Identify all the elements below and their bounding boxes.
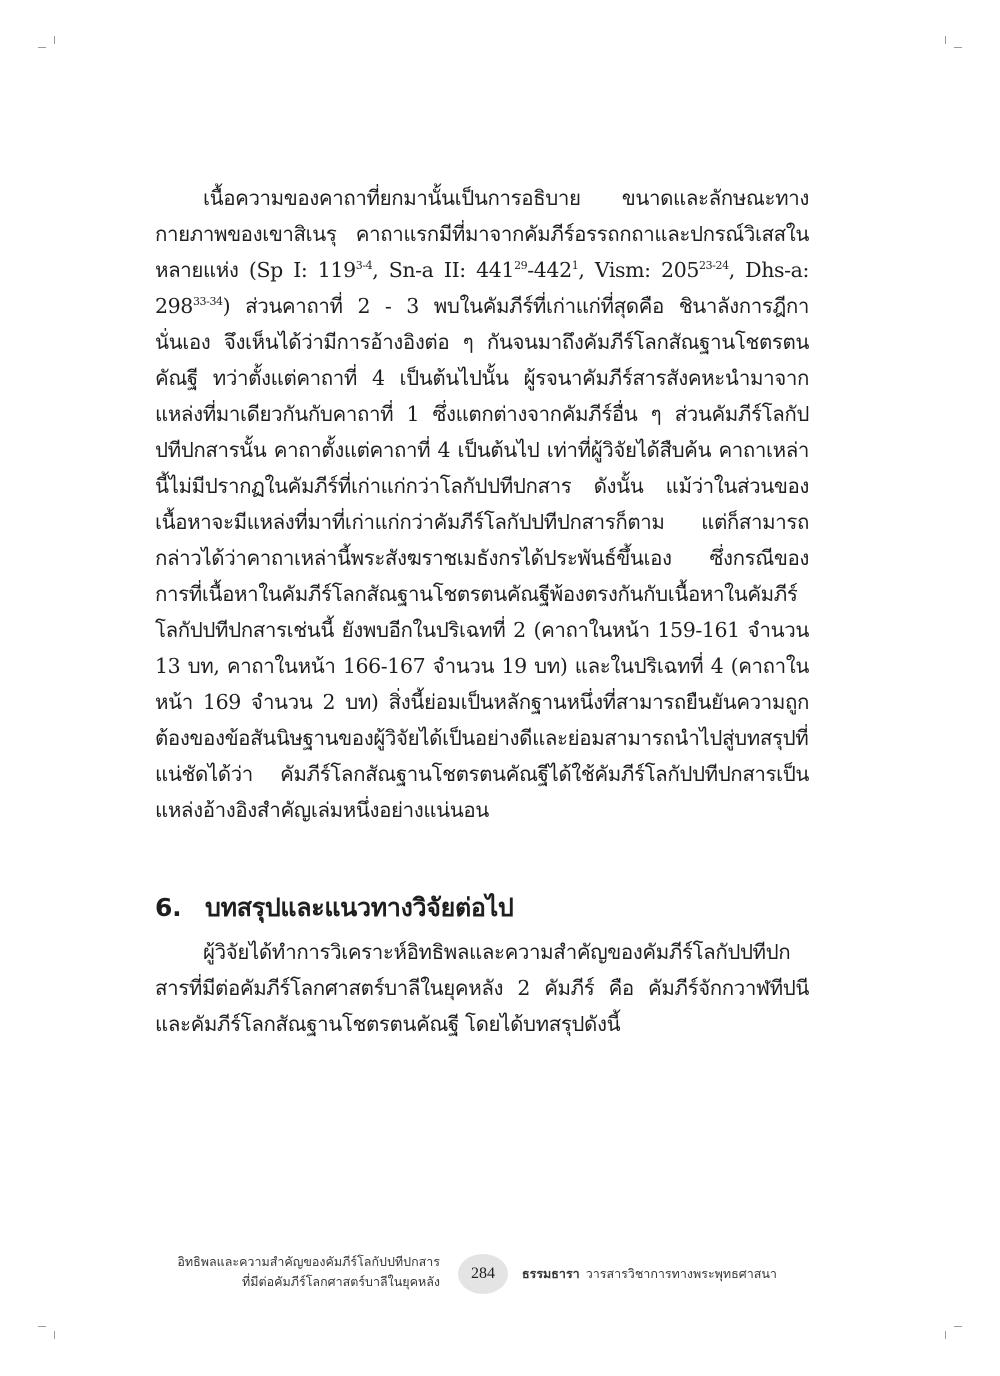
footer-article-title-line-2: ที่มีต่อคัมภีร์โลกศาสตร์บาลีในยุคหลัง xyxy=(242,1274,440,1289)
section-heading xyxy=(155,888,809,928)
footer-journal xyxy=(522,1264,777,1284)
journal-name: ธรรมธารา xyxy=(522,1266,580,1281)
crop-mark xyxy=(54,1331,55,1339)
journal-subtitle: วารสารวิชาการทางพระพุทธศาสนา xyxy=(585,1266,777,1281)
page-number: 284 xyxy=(458,1254,508,1294)
page-body xyxy=(155,180,809,1042)
crop-mark xyxy=(38,47,46,48)
citation-superscript: 33-34 xyxy=(192,295,223,308)
crop-mark xyxy=(54,36,55,44)
citation-superscript: 3-4 xyxy=(355,259,373,272)
citation-superscript: 29 xyxy=(514,259,528,272)
page-footer xyxy=(0,1252,1000,1312)
crop-mark xyxy=(954,47,962,48)
body-paragraph-2: ผู้วิจัยได้ทำการวิเคราะห์อิทธิพลและความสำคัญของคัมภีร์โลกัปปทีปกสารที่มีต่อคัมภีร์โลกศาสตร์บาลีในยุคหลัง 2 คัมภีร์ คือ คัมภีร์จักกวาฬทีปนี และคัมภีร์โลกสัณฐานโชตรตนคัณฐี โดยได้บทสรุปดังนี้ xyxy=(155,940,809,1036)
footer-article-title xyxy=(150,1252,440,1292)
footer-article-title-line-1: อิทธิพลและความสำคัญของคัมภีร์โลกัปปทีปกสาร xyxy=(177,1254,440,1269)
citation-superscript: 1 xyxy=(571,259,579,272)
crop-mark xyxy=(945,1331,946,1339)
citation-superscript: 23-24 xyxy=(698,259,729,272)
section-number: 6. xyxy=(155,893,182,922)
section-title: บทสรุปและแนวทางวิจัยต่อไป xyxy=(205,893,514,922)
crop-mark xyxy=(38,1326,46,1327)
crop-mark xyxy=(954,1326,962,1327)
crop-mark xyxy=(945,36,946,44)
body-paragraph-1: เนื้อความของคาถาที่ยกมานั้นเป็นการอธิบาย ขนาดและลักษณะทางกายภาพของเขาสิเนรุ คาถาแรกมีที่มาจากคัมภีร์อรรถกถาและปกรณ์วิเสสในหลายแห่ง (Sp I: 119$^{3-4}$, Sn-a II: $441^{29}-442^1$, Vism: 205$^{23-24}$, Dhs-a: 298$^{33-34}$) ส่วนคาถาที่ 2 - 3 พบในคัมภีร์ที่เก่าแก่ที่สุดคือ ชินาลังการฎีกา นั่นเอง จึงเห็นได้ว่ามีการอ้างอิงต่อ ๆ กันจนมาถึงคัมภีร์โลกสัณฐานโชตรตนคัณฐี ทว่าตั้งแต่คาถาที่ 4 เป็นต้นไปนั้น ผู้รจนาคัมภีร์สารสังคหะนำมาจากแหล่งที่มาเดียวกันกับคาถาที่ 1 ซึ่งแตกต่างจากคัมภีร์อื่น ๆ ส่วนคัมภีร์โลกัปปทีปกสารนั้น คาถาตั้งแต่คาถาที่ 4 เป็นต้นไป เท่าที่ผู้วิจัยได้สืบค้น คาถาเหล่านี้ไม่มีปรากฏในคัมภีร์ที่เก่าแก่กว่าโลกัปปทีปกสาร ดังนั้น แม้ว่าในส่วนของเนื้อหาจะมีแหล่งที่มาที่เก่าแก่กว่าคัมภีร์โลกัปปทีปกสารก็ตาม แต่ก็สามารถกล่าวได้ว่าคาถาเหล่านี้พระสังฆราชเมธังกรได้ประพันธ์ขึ้นเอง ซึ่งกรณีของการที่เนื้อหาในคัมภีร์โลกสัณฐานโชตรตนคัณฐีพ้องตรงกันกับเนื้อหาในคัมภีร์โลกัปปทีปกสารเช่นนี้ ยังพบอีกในปริเฉทที่ 2 (คาถาในหน้า 159-161 จำนวน 13 บท, คาถาในหน้า 166-167 จำนวน 19 บท) และในปริเฉทที่ 4 (คาถาในหน้า 169 จำนวน 2 บท) สิ่งนี้ย่อมเป็นหลักฐานหนึ่งที่สามารถยืนยันความถูกต้องของข้อสันนิษฐานของผู้วิจัยได้เป็นอย่างดีและย่อมสามารถนำไปสู่บทสรุปที่แน่ชัดได้ว่า คัมภีร์โลกสัณฐานโชตรตนคัณฐีได้ใช้คัมภีร์โลกัปปทีปกสารเป็นแหล่งอ้างอิงสำคัญเล่มหนึ่งอย่างแน่นอน xyxy=(155,186,809,822)
